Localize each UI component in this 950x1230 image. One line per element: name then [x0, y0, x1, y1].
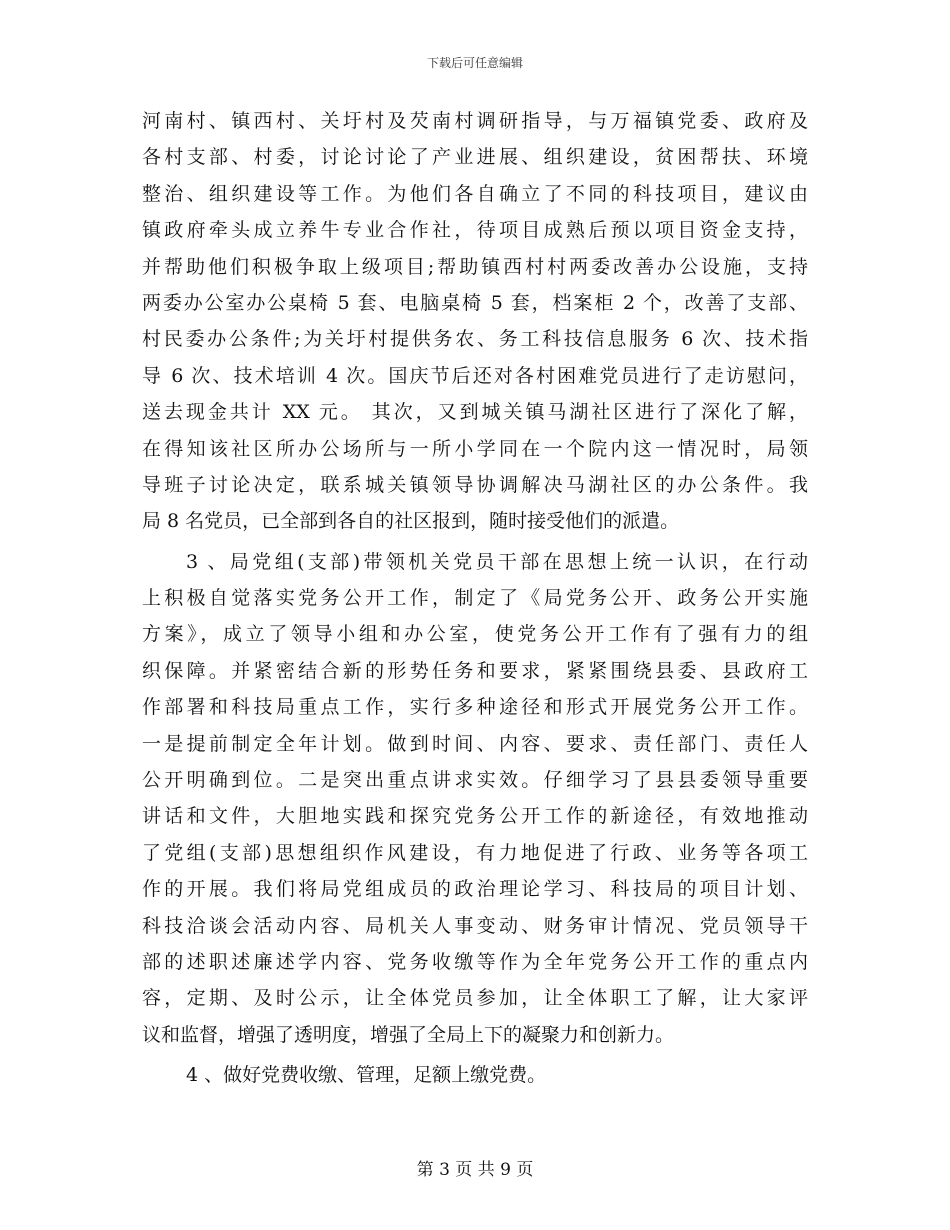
page-number-footer: 第 3 页 共 9 页	[416, 1160, 534, 1180]
text-line: 镇政府牵头成立养牛专业合作社，待项目成熟后预以项目资金支持，	[142, 219, 808, 242]
text-line: 科技洽谈会活动内容、局机关人事变动、财务审计情况、党员领导干	[142, 914, 808, 937]
paragraph-3	[142, 1057, 808, 1093]
text-line: 作部署和科技局重点工作，实行多种途径和形式开展党务公开工作。	[142, 696, 808, 719]
text-line: 了党组(支部)思想组织作风建设，有力地促进了行政、业务等各项工	[142, 841, 808, 864]
text-line: 议和监督，增强了透明度，增强了全局上下的凝聚力和创新力。	[142, 1023, 675, 1046]
text-line: 方案》，成立了领导小组和办公室，使党务公开工作有了强有力的组	[142, 623, 808, 646]
header-note: 下载后可任意编辑	[426, 56, 523, 70]
text-line: 局 8 名党员，已全部到各自的社区报到，随时接受他们的派遣。	[142, 510, 680, 533]
text-line: 一是提前制定全年计划。做到时间、内容、要求、责任部门、责任人	[142, 732, 808, 755]
text-line: 容，定期、及时公示，让全体党员参加，让全体职工了解，让大家评	[142, 987, 808, 1010]
text-line: 作的开展。我们将局党组成员的政治理论学习、科技局的项目计划、	[142, 878, 808, 901]
text-line: 织保障。并紧密结合新的形势任务和要求，紧紧围绕县委、县政府工	[142, 659, 808, 682]
text-line: 两委办公室办公桌椅 5 套、电脑桌椅 5 套，档案柜 2 个，改善了支部、	[142, 291, 808, 314]
text-line: 村民委办公条件;为关圩村提供务农、务工科技信息服务 6 次、技术指	[142, 328, 808, 351]
text-line: 公开明确到位。二是突出重点讲求实效。仔细学习了县县委领导重要	[142, 769, 808, 792]
text-line: 讲话和文件，大胆地实践和探究党务公开工作的新途径，有效地推动	[142, 805, 808, 828]
text-line: 并帮助他们积极争取上级项目;帮助镇西村村两委改善办公设施，支持	[142, 255, 808, 278]
text-line: 3 、局党组(支部)带领机关党员干部在思想上统一认识，在行动	[186, 550, 808, 573]
text-line: 上积极自觉落实党务公开工作，制定了《局党务公开、政务公开实施	[142, 587, 808, 610]
text-line: 部的述职述廉述学内容、党务收缴等作为全年党务公开工作的重点内	[142, 950, 808, 973]
document-body	[142, 103, 808, 1094]
text-line: 各村支部、村委，讨论讨论了产业进展、组织建设，贫困帮扶、环境	[142, 146, 808, 169]
text-line: 导 6 次、技术培训 4 次。国庆节后还对各村困难党员进行了走访慰问，	[142, 364, 808, 387]
text-line: 整治、组织建设等工作。为他们各自确立了不同的科技项目，建议由	[142, 182, 808, 205]
text-line: 导班子讨论决定，联系城关镇领导协调解决马湖社区的办公条件。我	[142, 473, 808, 496]
text-line: 在得知该社区所办公场所与一所小学同在一个院内这一情况时，局领	[142, 437, 808, 460]
text-line: 4 、做好党费收缴、管理，足额上缴党费。	[186, 1064, 547, 1087]
paragraph-1	[142, 103, 808, 540]
text-line: 送去现金共计 XX 元。 其次，又到城关镇马湖社区进行了深化了解，	[142, 401, 808, 424]
text-line: 河南村、镇西村、关圩村及芡南村调研指导，与万福镇党委、政府及	[142, 110, 808, 132]
paragraph-2	[142, 544, 808, 1053]
